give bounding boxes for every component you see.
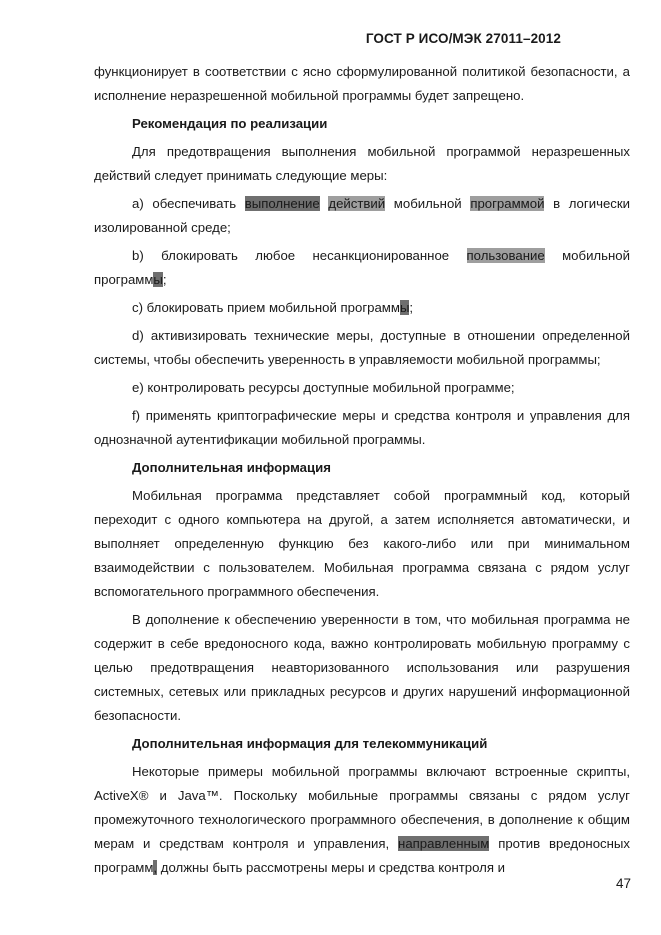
document-header: ГОСТ Р ИСО/МЭК 27011–2012 — [365, 31, 561, 46]
heading-telecom-info: Дополнительная информация для телекоммуникаций — [132, 736, 488, 751]
list-item-a — [94, 192, 630, 240]
list-item-c — [94, 296, 630, 320]
page-content — [94, 60, 630, 880]
telecom-mid: против вредоносных программ — [94, 836, 630, 875]
list-item-e: e) контролировать ресурсы доступные мобильной программе; — [132, 380, 515, 395]
list-item-d: d) активизировать технические меры, доступные в отношении определенной системы, чтобы обеспечить уверенность в управляемости мобильной программы; — [94, 328, 630, 367]
item-c-prefix: c) блокировать прием мобильной программ — [132, 300, 400, 315]
item-a-prefix: a) обеспечивать — [132, 196, 245, 211]
item-a-highlight-3: программой — [470, 196, 545, 211]
list-item-f: f) применять криптографические меры и средства контроля и управления для однозначной аутентификации мобильной программы. — [94, 408, 630, 447]
heading-additional-info: Дополнительная информация — [132, 460, 331, 475]
telecom-highlight-1: направленным — [398, 836, 490, 851]
item-b-highlight-2: ы — [153, 272, 163, 287]
telecom-paragraph — [94, 760, 630, 880]
list-item-b — [94, 244, 630, 292]
page-number: 47 — [615, 876, 631, 891]
telecom-suffix: должны быть рассмотрены меры и средства контроля и — [157, 860, 506, 875]
item-b-prefix: b) блокировать любое несанкционированное — [132, 248, 467, 263]
heading-implementation: Рекомендация по реализации — [132, 116, 328, 131]
item-a-highlight-2: действий — [328, 196, 386, 211]
item-a-suffix: в логически изолированной среде; — [94, 196, 631, 235]
implementation-lead: Для предотвращения выполнения мобильной программой неразрешенных действий следует принимать следующие меры: — [94, 144, 630, 183]
item-c-highlight-1: ы — [399, 300, 410, 315]
intro-paragraph: функционирует в соответствии с ясно сформулированной политикой безопасности, а исполнение неразрешенной мобильной программы будет запрещено. — [94, 64, 630, 103]
additional-info-paragraph-1: Мобильная программа представляет собой программный код, который переходит с одного компьютера на другой, а затем исполняется автоматически, и выполняет определенную функцию без какого-либо или при минимальном взаимодействии с пользователем. Мобильная программа связана с рядом услуг вспомогательного программного обеспечения. — [94, 488, 630, 599]
item-c-suffix: ; — [409, 300, 414, 315]
item-b-suffix: ; — [162, 272, 167, 287]
telecom-highlight-2: , — [153, 860, 158, 875]
item-b-highlight-1: пользование — [466, 248, 545, 263]
item-a-mid-2: мобильной — [385, 196, 471, 211]
item-b-mid: мобильной программ — [94, 248, 630, 287]
telecom-prefix: Некоторые примеры мобильной программы включают встроенные скрипты, ActiveX® и Java™. Поскольку мобильные программы связаны с рядом услуг промежуточного технологического программного обеспечения, в дополнение к общим мерам и средствам контроля и управления, — [94, 764, 630, 851]
additional-info-paragraph-2: В дополнение к обеспечению уверенности в том, что мобильная программа не содержит в себе вредоносного кода, важно контролировать мобильную программу с целью предотвращения неавторизованного использования или разрушения системных, сетевых или прикладных ресурсов и других нарушений информационной безопасности. — [94, 612, 630, 723]
item-a-highlight-1: выполнение — [244, 196, 320, 211]
